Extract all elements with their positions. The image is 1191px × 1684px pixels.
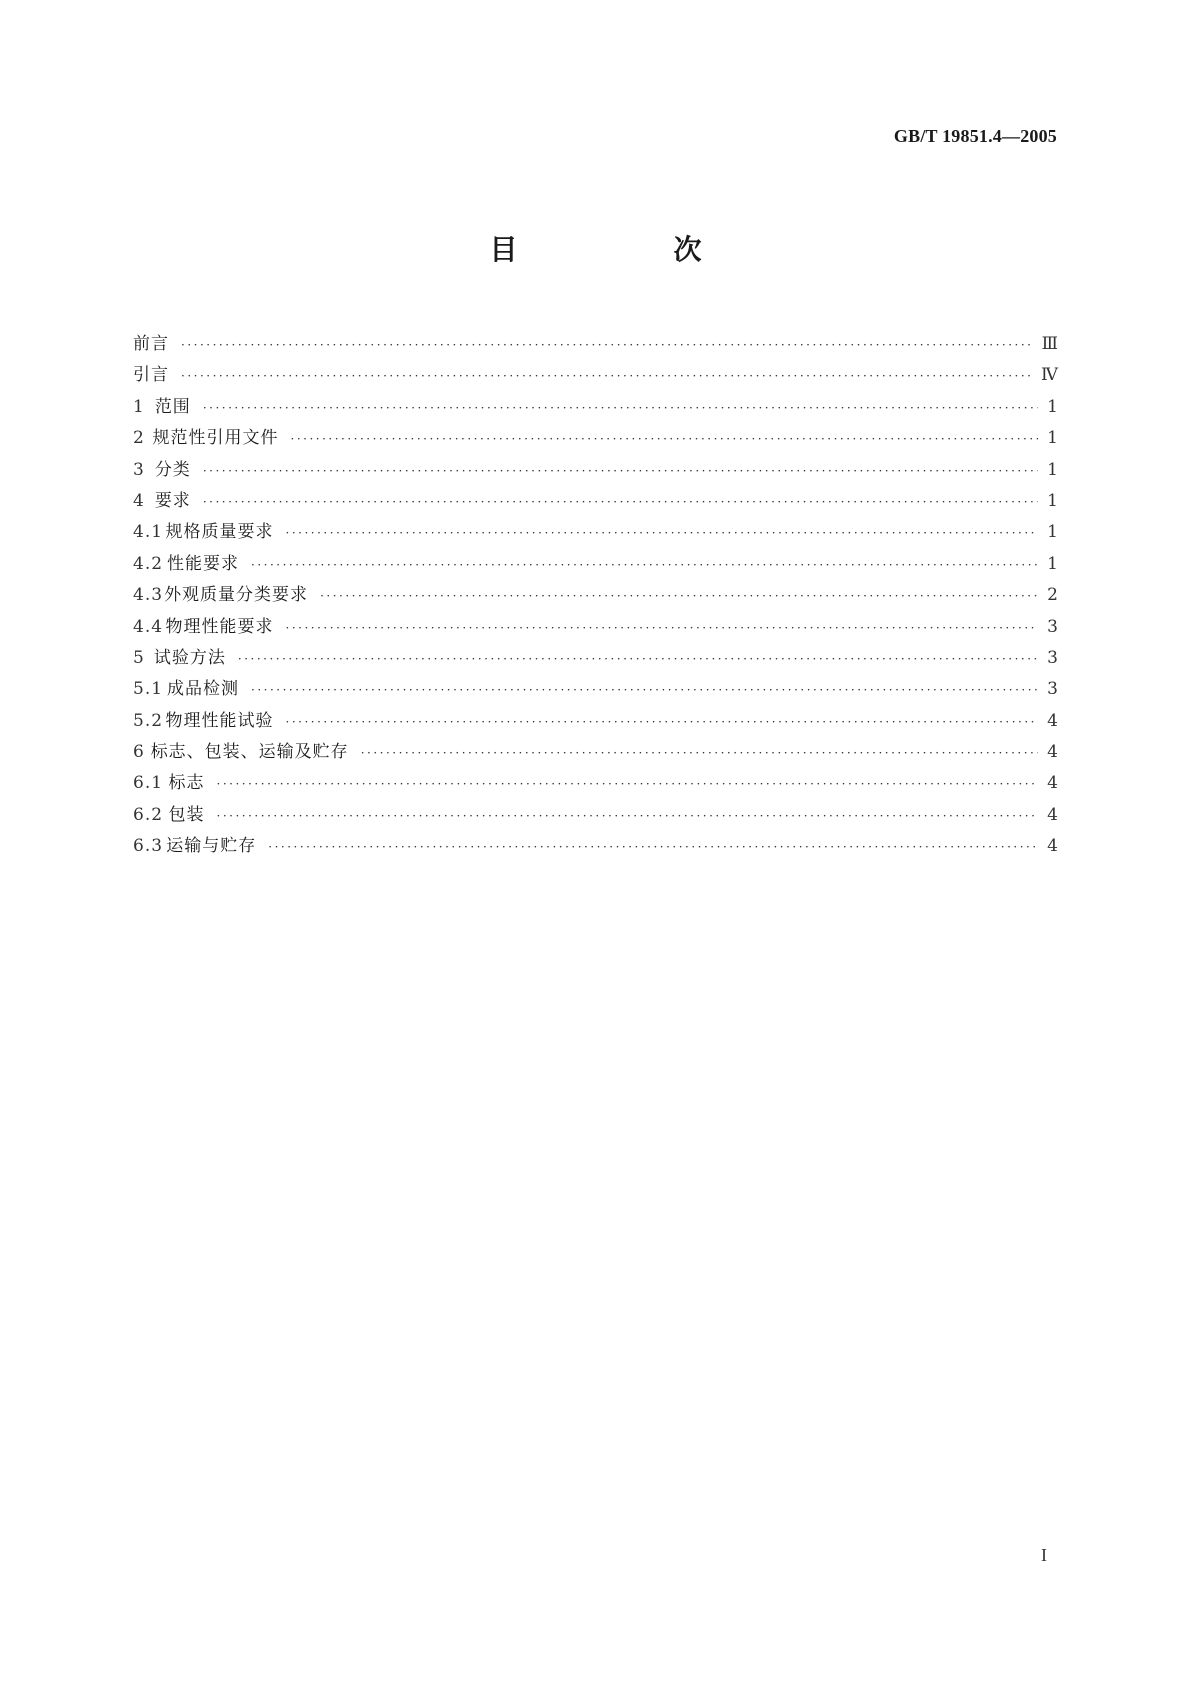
toc-entry-classification[interactable] xyxy=(133,455,1058,486)
toc-entry-page: 1 xyxy=(1047,396,1058,417)
dot-leader xyxy=(361,738,1038,769)
toc-entry-label: 运输与贮存 xyxy=(166,836,257,857)
toc-entry-page: 1 xyxy=(1047,459,1058,480)
toc-entry-product-inspection[interactable] xyxy=(133,674,1058,705)
toc-entry-number: 5.1 xyxy=(133,679,164,700)
toc-entry-page: 1 xyxy=(1047,522,1058,543)
toc-entry-number: 2 xyxy=(133,428,145,449)
toc-entry-preface[interactable] xyxy=(133,329,1058,360)
toc-entry-page: Ⅲ xyxy=(1041,334,1058,354)
toc-entry-specification-quality[interactable] xyxy=(133,517,1058,548)
toc-entry-label: 前言 xyxy=(133,334,169,354)
dot-leader xyxy=(251,675,1038,706)
toc-entry-number: 6.2 xyxy=(133,804,164,825)
toc-entry-number: 4.3 xyxy=(133,585,164,606)
dot-leader xyxy=(203,393,1038,424)
toc-entry-physical-properties[interactable] xyxy=(133,612,1058,643)
toc-entry-label: 试验方法 xyxy=(153,647,226,668)
toc-entry-label: 引言 xyxy=(133,365,169,386)
dot-leader xyxy=(291,424,1038,455)
toc-entry-normative-references[interactable] xyxy=(133,423,1058,454)
toc-entry-page: 1 xyxy=(1047,553,1058,574)
page-number: I xyxy=(1041,1545,1047,1565)
toc-entry-label: 分类 xyxy=(154,459,191,480)
page-title: 目 次 xyxy=(489,233,766,266)
toc-entry-introduction[interactable] xyxy=(133,360,1058,391)
toc-entry-page: 1 xyxy=(1047,428,1058,449)
toc-entry-test-methods[interactable] xyxy=(133,643,1058,674)
toc-entry-label: 物理性能试验 xyxy=(165,710,274,731)
toc-entry-packaging[interactable] xyxy=(133,800,1058,831)
toc-entry-number: 6.3 xyxy=(133,836,164,857)
toc-entry-requirements[interactable] xyxy=(133,486,1058,517)
toc-entry-label: 规格质量要求 xyxy=(165,522,274,543)
standard-number: GB/T 19851.4—2005 xyxy=(893,126,1057,146)
toc-entry-performance-requirements[interactable] xyxy=(133,549,1058,580)
toc-entry-label: 范围 xyxy=(154,396,191,417)
dot-leader xyxy=(238,644,1038,675)
dot-leader xyxy=(203,487,1038,518)
toc-entry-label: 标志、包装、运输及贮存 xyxy=(150,742,349,763)
dot-leader xyxy=(286,613,1038,644)
toc-entry-page: 1 xyxy=(1047,490,1058,511)
toc-entry-number: 6 xyxy=(133,742,145,763)
toc-entry-label: 性能要求 xyxy=(167,553,240,574)
toc-entry-page: 3 xyxy=(1047,679,1058,700)
toc-entry-scope[interactable] xyxy=(133,392,1058,423)
toc-entry-label: 规范性引用文件 xyxy=(152,428,279,449)
toc-entry-physical-tests[interactable] xyxy=(133,706,1058,737)
toc-entry-page: 4 xyxy=(1047,742,1058,763)
toc-entry-page: 2 xyxy=(1047,585,1058,606)
toc-entry-label: 外观质量分类要求 xyxy=(164,585,309,606)
toc-entry-number: 4.4 xyxy=(133,616,164,637)
toc-entry-label: 成品检测 xyxy=(167,679,240,700)
toc-entry-number: 3 xyxy=(133,459,145,480)
dot-leader xyxy=(286,707,1038,738)
toc-entry-number: 4.1 xyxy=(133,522,164,543)
toc-entry-number: 6.1 xyxy=(133,773,164,794)
toc-entry-page: 3 xyxy=(1047,616,1058,637)
toc-entry-number: 5 xyxy=(133,647,145,668)
table-of-contents xyxy=(133,329,1058,863)
dot-leader xyxy=(181,330,1034,361)
toc-entry-marking[interactable] xyxy=(133,768,1058,799)
toc-entry-page: 3 xyxy=(1047,647,1058,668)
toc-entry-page: 4 xyxy=(1047,773,1058,794)
toc-entry-number: 4.2 xyxy=(133,553,164,574)
toc-entry-appearance-quality[interactable] xyxy=(133,580,1058,611)
toc-entry-number: 4 xyxy=(133,490,145,511)
toc-entry-label: 要求 xyxy=(154,490,191,511)
dot-leader xyxy=(217,769,1038,800)
dot-leader xyxy=(181,361,1033,392)
dot-leader xyxy=(320,581,1038,612)
toc-entry-label: 包装 xyxy=(168,804,205,825)
dot-leader xyxy=(203,456,1038,487)
toc-entry-number: 1 xyxy=(133,396,145,417)
toc-entry-label: 物理性能要求 xyxy=(165,616,274,637)
toc-entry-page: 4 xyxy=(1047,836,1058,857)
dot-leader xyxy=(268,832,1038,863)
toc-entry-number: 5.2 xyxy=(133,710,164,731)
toc-entry-transport-storage[interactable] xyxy=(133,831,1058,862)
toc-entry-page: 4 xyxy=(1047,710,1058,731)
toc-entry-marking-packaging[interactable] xyxy=(133,737,1058,768)
dot-leader xyxy=(286,518,1038,549)
toc-entry-label: 标志 xyxy=(168,773,205,794)
dot-leader xyxy=(217,801,1038,832)
toc-entry-page: Ⅳ xyxy=(1041,365,1058,386)
dot-leader xyxy=(251,550,1038,581)
toc-entry-page: 4 xyxy=(1047,804,1058,825)
